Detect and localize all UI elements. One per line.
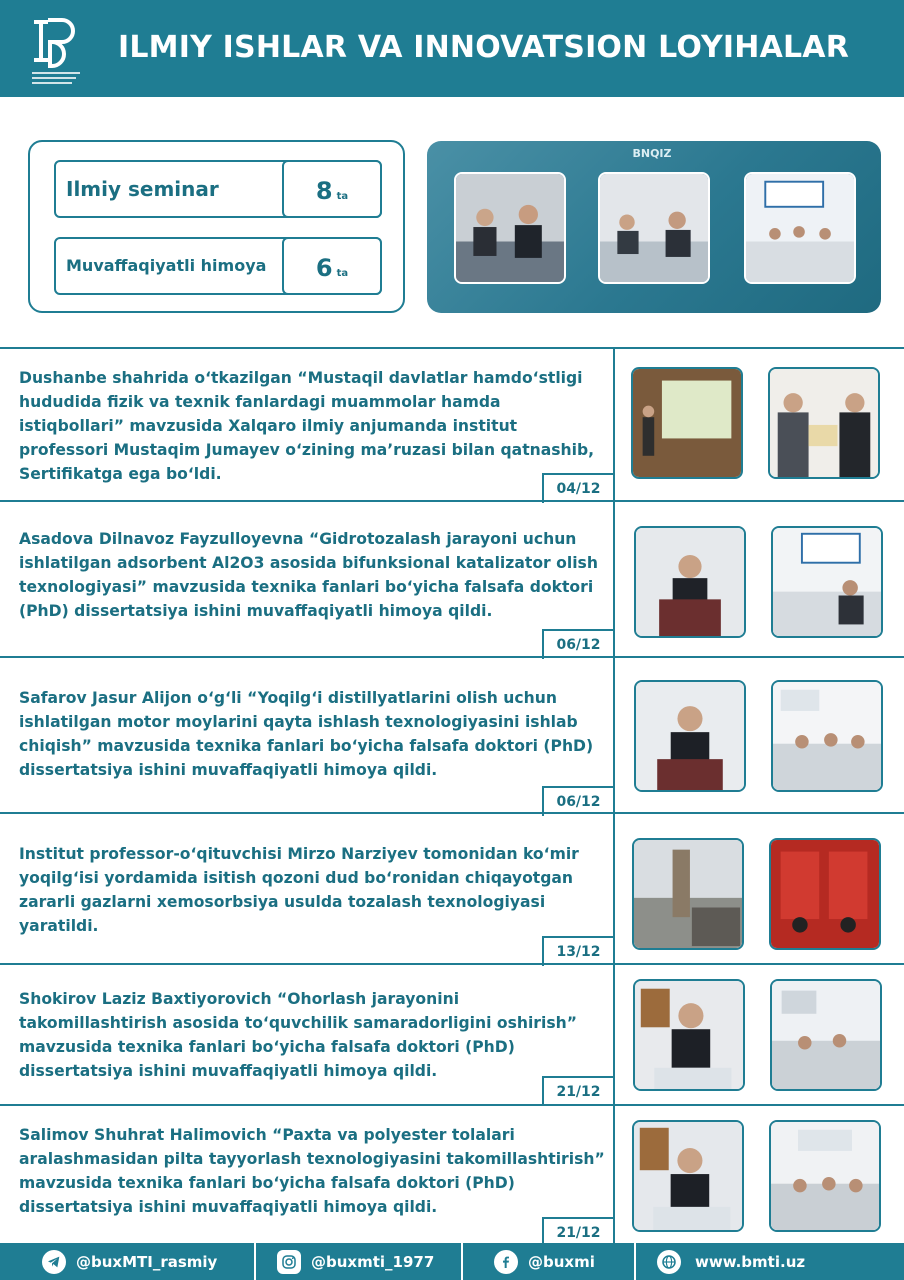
news-photo-speaker xyxy=(634,526,746,638)
stat-value: 6 xyxy=(315,254,333,282)
divider xyxy=(613,965,615,1106)
news-text: Asadova Dilnavoz Fayzulloyevna “Gidrotozalash jarayoni uchun ishlatilgan adsorbent Al2O3 asosida bifunksional katalizator olish texnologiyasi” mavzusida texnika fanlari bo‘yicha falsafa doktori (PhD) dissertatsiya ishini muvaffaqiyatli himoya qildi. xyxy=(19,530,598,620)
news-photo-speaker xyxy=(633,979,745,1091)
stat-value: 8 xyxy=(315,177,333,205)
news-date: 21/12 xyxy=(542,1076,613,1106)
news-date: 04/12 xyxy=(542,473,613,503)
divider xyxy=(613,1106,615,1243)
stat-value-box xyxy=(282,160,382,218)
news-photo-council xyxy=(770,979,882,1091)
footer-website-link[interactable] xyxy=(657,1243,805,1280)
footer-facebook-link[interactable] xyxy=(494,1243,595,1280)
news-item xyxy=(0,963,904,1106)
news-photo-boiler xyxy=(769,838,881,950)
news-item xyxy=(0,812,904,966)
news-photo-council xyxy=(769,1120,881,1232)
stat-label: Muvaffaqiyatli himoya xyxy=(66,256,267,275)
hero-banner-text: BNQIZ xyxy=(632,147,672,160)
stats-panel xyxy=(28,140,405,313)
footer-instagram-link[interactable] xyxy=(277,1243,434,1280)
footer-divider xyxy=(634,1243,636,1280)
divider xyxy=(613,814,615,966)
hero-photo-meeting xyxy=(454,172,566,284)
hero-photo-collage xyxy=(427,141,881,313)
footer-bar xyxy=(0,1243,904,1280)
news-date: 21/12 xyxy=(542,1217,613,1247)
divider xyxy=(613,349,615,502)
footer-divider xyxy=(254,1243,256,1280)
news-photo-presentation xyxy=(631,367,743,479)
footer-instagram-handle: @buxmti_1977 xyxy=(311,1252,435,1271)
stat-defense xyxy=(54,237,382,295)
news-photo-council xyxy=(771,680,883,792)
divider xyxy=(613,502,615,658)
news-text: Safarov Jasur Alijon o‘g‘li “Yoqilg‘i distillyatlarini olish uchun ishlatilgan motor moylarini qayta ishlash texnologiyasini ishlab chiqish” mavzusida texnika fanlari bo‘yicha falsafa doktori (PhD) dissertatsiya ishini muvaffaqiyatli himoya qildi. xyxy=(19,689,594,779)
stat-unit: ta xyxy=(336,191,349,202)
telegram-icon xyxy=(42,1250,66,1274)
news-text: Institut professor-o‘qituvchisi Mirzo Narziyev tomonidan ko‘mir yoqilg‘isi yordamida isitish qozoni dud bo‘ronidan chiqayotgan zararli gazlarni xemosorbsiya usulda tozalash texnologiyasi yaratildi. xyxy=(19,845,579,935)
facebook-icon xyxy=(494,1250,518,1274)
stat-unit: ta xyxy=(336,268,349,279)
news-text: Shokirov Laziz Baxtiyorovich “Ohorlash jarayonini takomillashtirish asosida to‘quvchilik samaradorligini oshirish” mavzusida texnika fanlari bo‘yicha falsafa doktori (PhD) dissertatsiya ishini muvaffaqiyatli himoya qildi. xyxy=(19,990,577,1080)
page-title: ILMIY ISHLAR VA INNOVATSION LOYIHALAR xyxy=(118,30,850,65)
hero-photo-conference xyxy=(744,172,856,284)
news-item xyxy=(0,347,904,502)
news-photo-speaker xyxy=(632,1120,744,1232)
footer-facebook-handle: @buxmi xyxy=(528,1252,595,1271)
globe-icon xyxy=(657,1250,681,1274)
news-item xyxy=(0,656,904,814)
footer-telegram-handle: @buxMTI_rasmiy xyxy=(76,1252,218,1271)
news-date: 06/12 xyxy=(542,786,613,816)
instagram-icon xyxy=(277,1250,301,1274)
news-date: 06/12 xyxy=(542,629,613,659)
institute-logo xyxy=(26,16,86,86)
news-photo-council xyxy=(771,526,883,638)
stat-seminar xyxy=(54,160,382,218)
news-text: Salimov Shuhrat Halimovich “Paxta va polyester tolalari aralashmasidan pilta tayyorlash texnologiyasini takomillashtirish” mavzusida texnika fanlari bo‘yicha falsafa doktori (PhD) dissertatsiya ishini muvaffaqiyatli himoya qildi. xyxy=(19,1126,605,1216)
footer-divider xyxy=(461,1243,463,1280)
stat-label: Ilmiy seminar xyxy=(66,177,219,201)
divider xyxy=(613,658,615,814)
news-text: Dushanbe shahrida o‘tkazilgan “Mustaqil davlatlar hamdo‘stligi hududida fizik va texnik fanlardagi muammolar hamda istiqbollari” mavzusida Xalqaro ilmiy anjumanda institut professori Mustaqim Jumayev o‘zining ma’ruzasi bilan qatnashib, Sertifikatga ega bo‘ldi. xyxy=(19,369,595,483)
footer-website-url: www.bmti.uz xyxy=(695,1252,806,1271)
news-item xyxy=(0,1104,904,1243)
stat-value-box xyxy=(282,237,382,295)
footer-telegram-link[interactable] xyxy=(42,1243,217,1280)
news-photo-certificate xyxy=(768,367,880,479)
news-photo-speaker xyxy=(634,680,746,792)
header-bar xyxy=(0,0,904,97)
news-date: 13/12 xyxy=(542,936,613,966)
news-photo-equipment xyxy=(632,838,744,950)
hero-photo-table xyxy=(598,172,710,284)
news-item xyxy=(0,500,904,658)
